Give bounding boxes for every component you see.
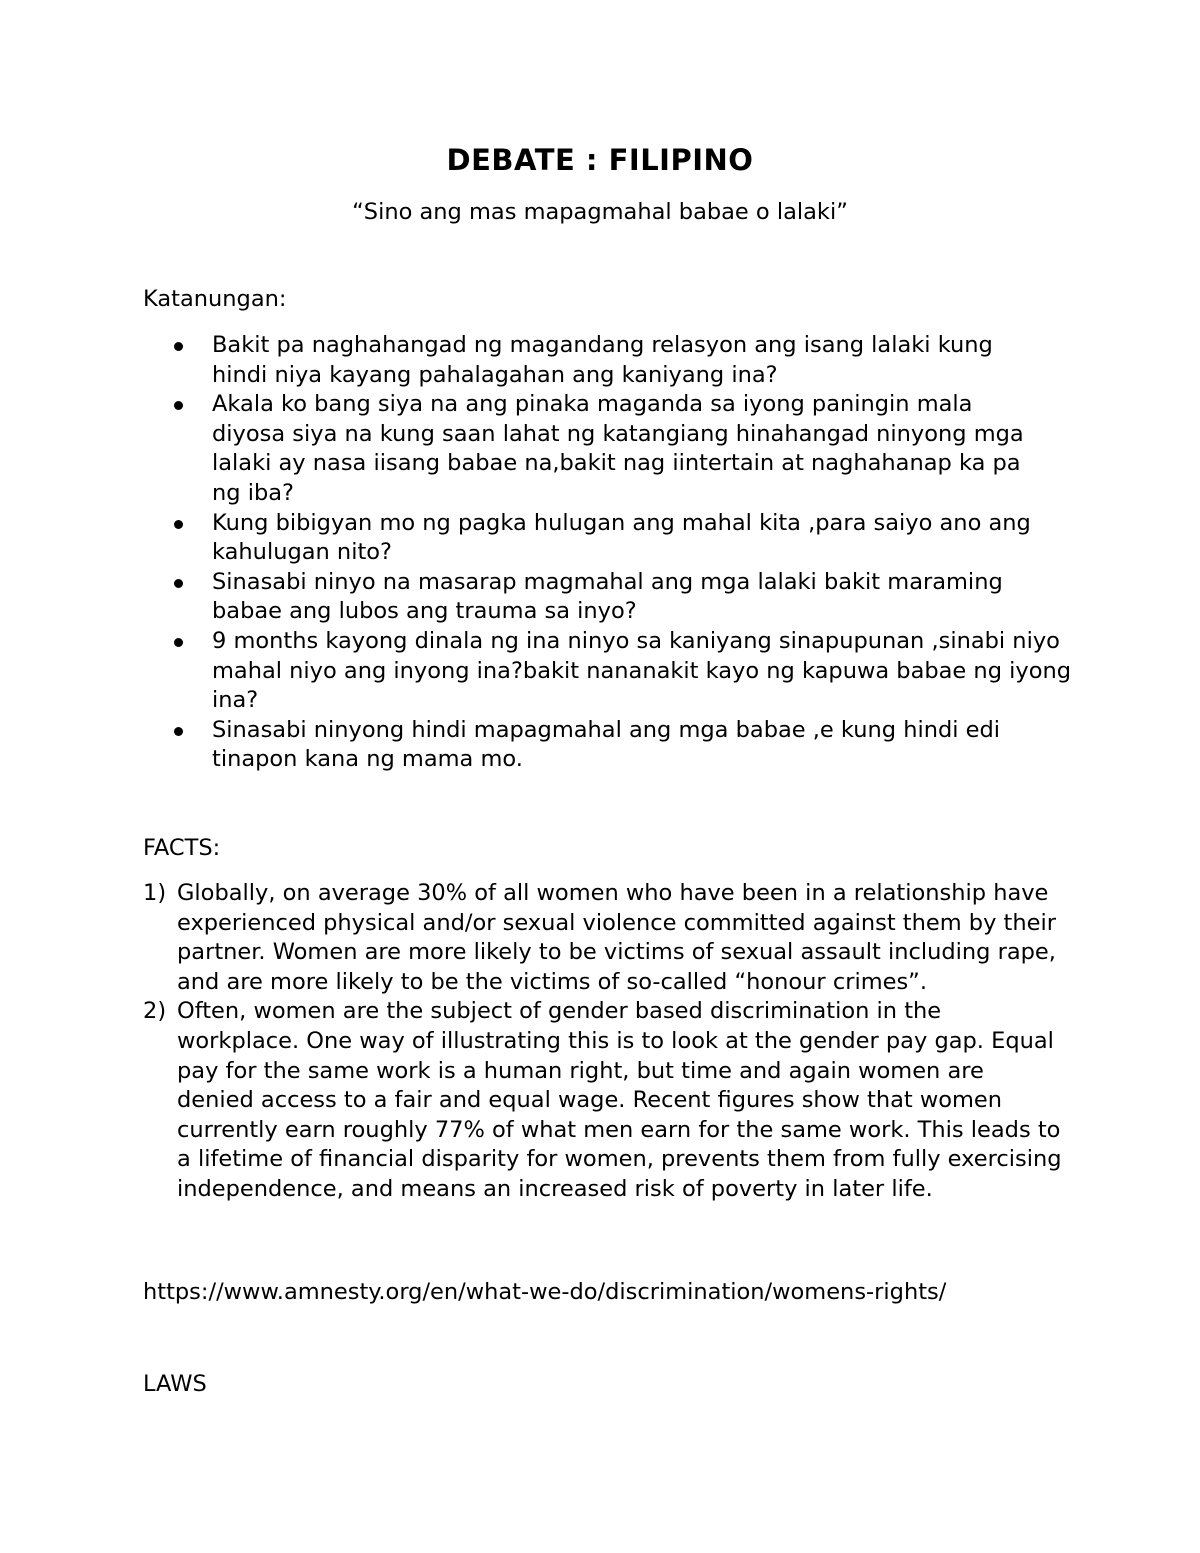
fact-number: 2) — [143, 998, 167, 1025]
bullet-icon — [174, 579, 183, 588]
bullet-icon — [174, 342, 183, 351]
fact-text: Often, women are the subject of gender based discrimination in the workplace. One way of illustrating this is to look at the gender pay gap. Equal pay for the same work is a human right, but time and again women are denied access to a fair and equal wage. Recent figures show that women currently earn roughly 77% of what men earn for the same work. This leads to a lifetime of financial disparity for women, prevents them from fully exercising independence, and means an increased risk of poverty in later life. — [177, 998, 1062, 1202]
fact-number: 1) — [143, 880, 167, 906]
questions-heading: Katanungan: — [143, 286, 287, 312]
document-title: DEBATE : FILIPINO — [446, 143, 754, 177]
question-text: Sinasabi ninyo na masarap magmahal ang mga lalaki bakit maraming babae ang lubos ang trauma sa inyo? — [212, 568, 1003, 625]
question-item — [170, 390, 1042, 508]
bullet-icon — [174, 520, 183, 529]
bullet-icon — [174, 638, 183, 647]
source-url: https://www.amnesty.org/en/what-we-do/discrimination/womens-rights/ — [143, 1279, 947, 1305]
fact-text: Globally, on average 30% of all women who have been in a relationship have experienced physical and/or sexual violence committed against them by their partner. Women are more likely to be victims of sexual assault including rape, and are more likely to be the victims of so-called “honour crimes”. — [177, 880, 1056, 995]
question-item — [170, 331, 1042, 390]
question-text: Kung bibigyan mo ng pagka hulugan ang mahal kita ,para saiyo ano ang kahulugan nito? — [212, 509, 1031, 566]
facts-list — [143, 879, 1063, 1205]
bullet-icon — [174, 727, 183, 736]
fact-item — [143, 997, 1063, 1204]
laws-heading: LAWS — [143, 1371, 207, 1397]
question-text: Bakit pa naghahangad ng magandang relasyon ang isang lalaki kung hindi niya kayang pahalagahan ang kaniyang ina? — [212, 332, 993, 388]
facts-heading: FACTS: — [143, 835, 221, 861]
document-subtitle: “Sino ang mas mapagmahal babae o lalaki” — [352, 199, 848, 225]
question-item — [170, 627, 1072, 716]
question-text: Akala ko bang siya na ang pinaka maganda sa iyong paningin mala diyosa siya na kung saan lahat ng katangiang hinahangad ninyong mga lalaki ay nasa iisang babae na,bakit nag iintertain at naghahanap ka pa ng iba? — [212, 391, 1024, 506]
fact-item — [143, 879, 1063, 997]
question-item — [170, 509, 1042, 568]
question-text: Sinasabi ninyong hindi mapagmahal ang mga babae ,e kung hindi edi tinapon kana ng mama mo. — [212, 716, 1001, 773]
question-item — [170, 568, 1042, 627]
bullet-icon — [174, 401, 183, 410]
question-item — [170, 716, 1042, 775]
questions-list — [170, 331, 1070, 775]
question-text: 9 months kayong dinala ng ina ninyo sa kaniyang sinapupunan ,sinabi niyo mahal niyo ang inyong ina?bakit nananakit kayo ng kapuwa babae ng iyong ina? — [212, 627, 1071, 714]
